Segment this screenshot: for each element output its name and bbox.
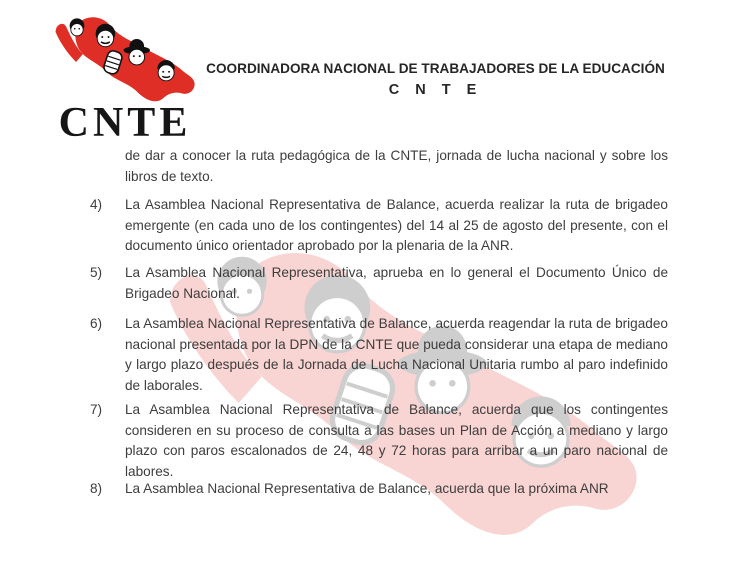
cnte-logo-wordmark: CNTE	[58, 100, 192, 146]
item-text: La Asamblea Nacional Representativa, aprueba en lo general el Documento Único de Brigadeo Nacional.	[125, 265, 668, 301]
item-number: 4)	[90, 197, 103, 212]
list-item	[90, 263, 668, 304]
item-number: 5)	[90, 265, 103, 280]
item-number: 7)	[90, 402, 103, 417]
org-name: COORDINADORA NACIONAL DE TRABAJADORES DE LA EDUCACIÓN	[206, 61, 665, 76]
item-text: La Asamblea Nacional Representativa de Balance, acuerda que los contingentes consideren en su proceso de consulta a las bases un Plan de Acción a mediano y largo plazo con paros escalonados de 24, 48 y 72 horas para arribar a un paro nacional de labores.	[125, 402, 668, 479]
cnte-logo	[46, 14, 204, 146]
list-item	[90, 314, 668, 396]
item-number: 6)	[90, 316, 103, 331]
org-acronym: C N T E	[388, 81, 483, 98]
list-item	[90, 400, 668, 482]
paragraph-continuation: de dar a conocer la ruta pedagógica de la CNTE, jornada de lucha nacional y sobre los libros de texto.	[125, 148, 668, 184]
letterhead	[188, 60, 683, 98]
item-text: La Asamblea Nacional Representativa de Balance, acuerda realizar la ruta de brigadeo emergente (en cada uno de los contingentes) del 14 al 25 de agosto del presente, con el documento único orientador aprobado por la plenaria de la ANR.	[125, 197, 668, 253]
list-item	[90, 195, 668, 257]
list-item	[90, 479, 668, 500]
cnte-logo-icon	[46, 14, 204, 110]
item-text: La Asamblea Nacional Representativa de Balance, acuerda que la próxima ANR	[125, 481, 609, 496]
item-number: 8)	[90, 481, 103, 496]
item-text: La Asamblea Nacional Representativa de Balance, acuerda reagendar la ruta de brigadeo nacional presentada por la DPN de la CNTE que pueda considerar una etapa de mediano y largo plazo después de la Jornada de Lucha Nacional Unitaria rumbo al paro indefinido de laborales.	[125, 316, 668, 393]
